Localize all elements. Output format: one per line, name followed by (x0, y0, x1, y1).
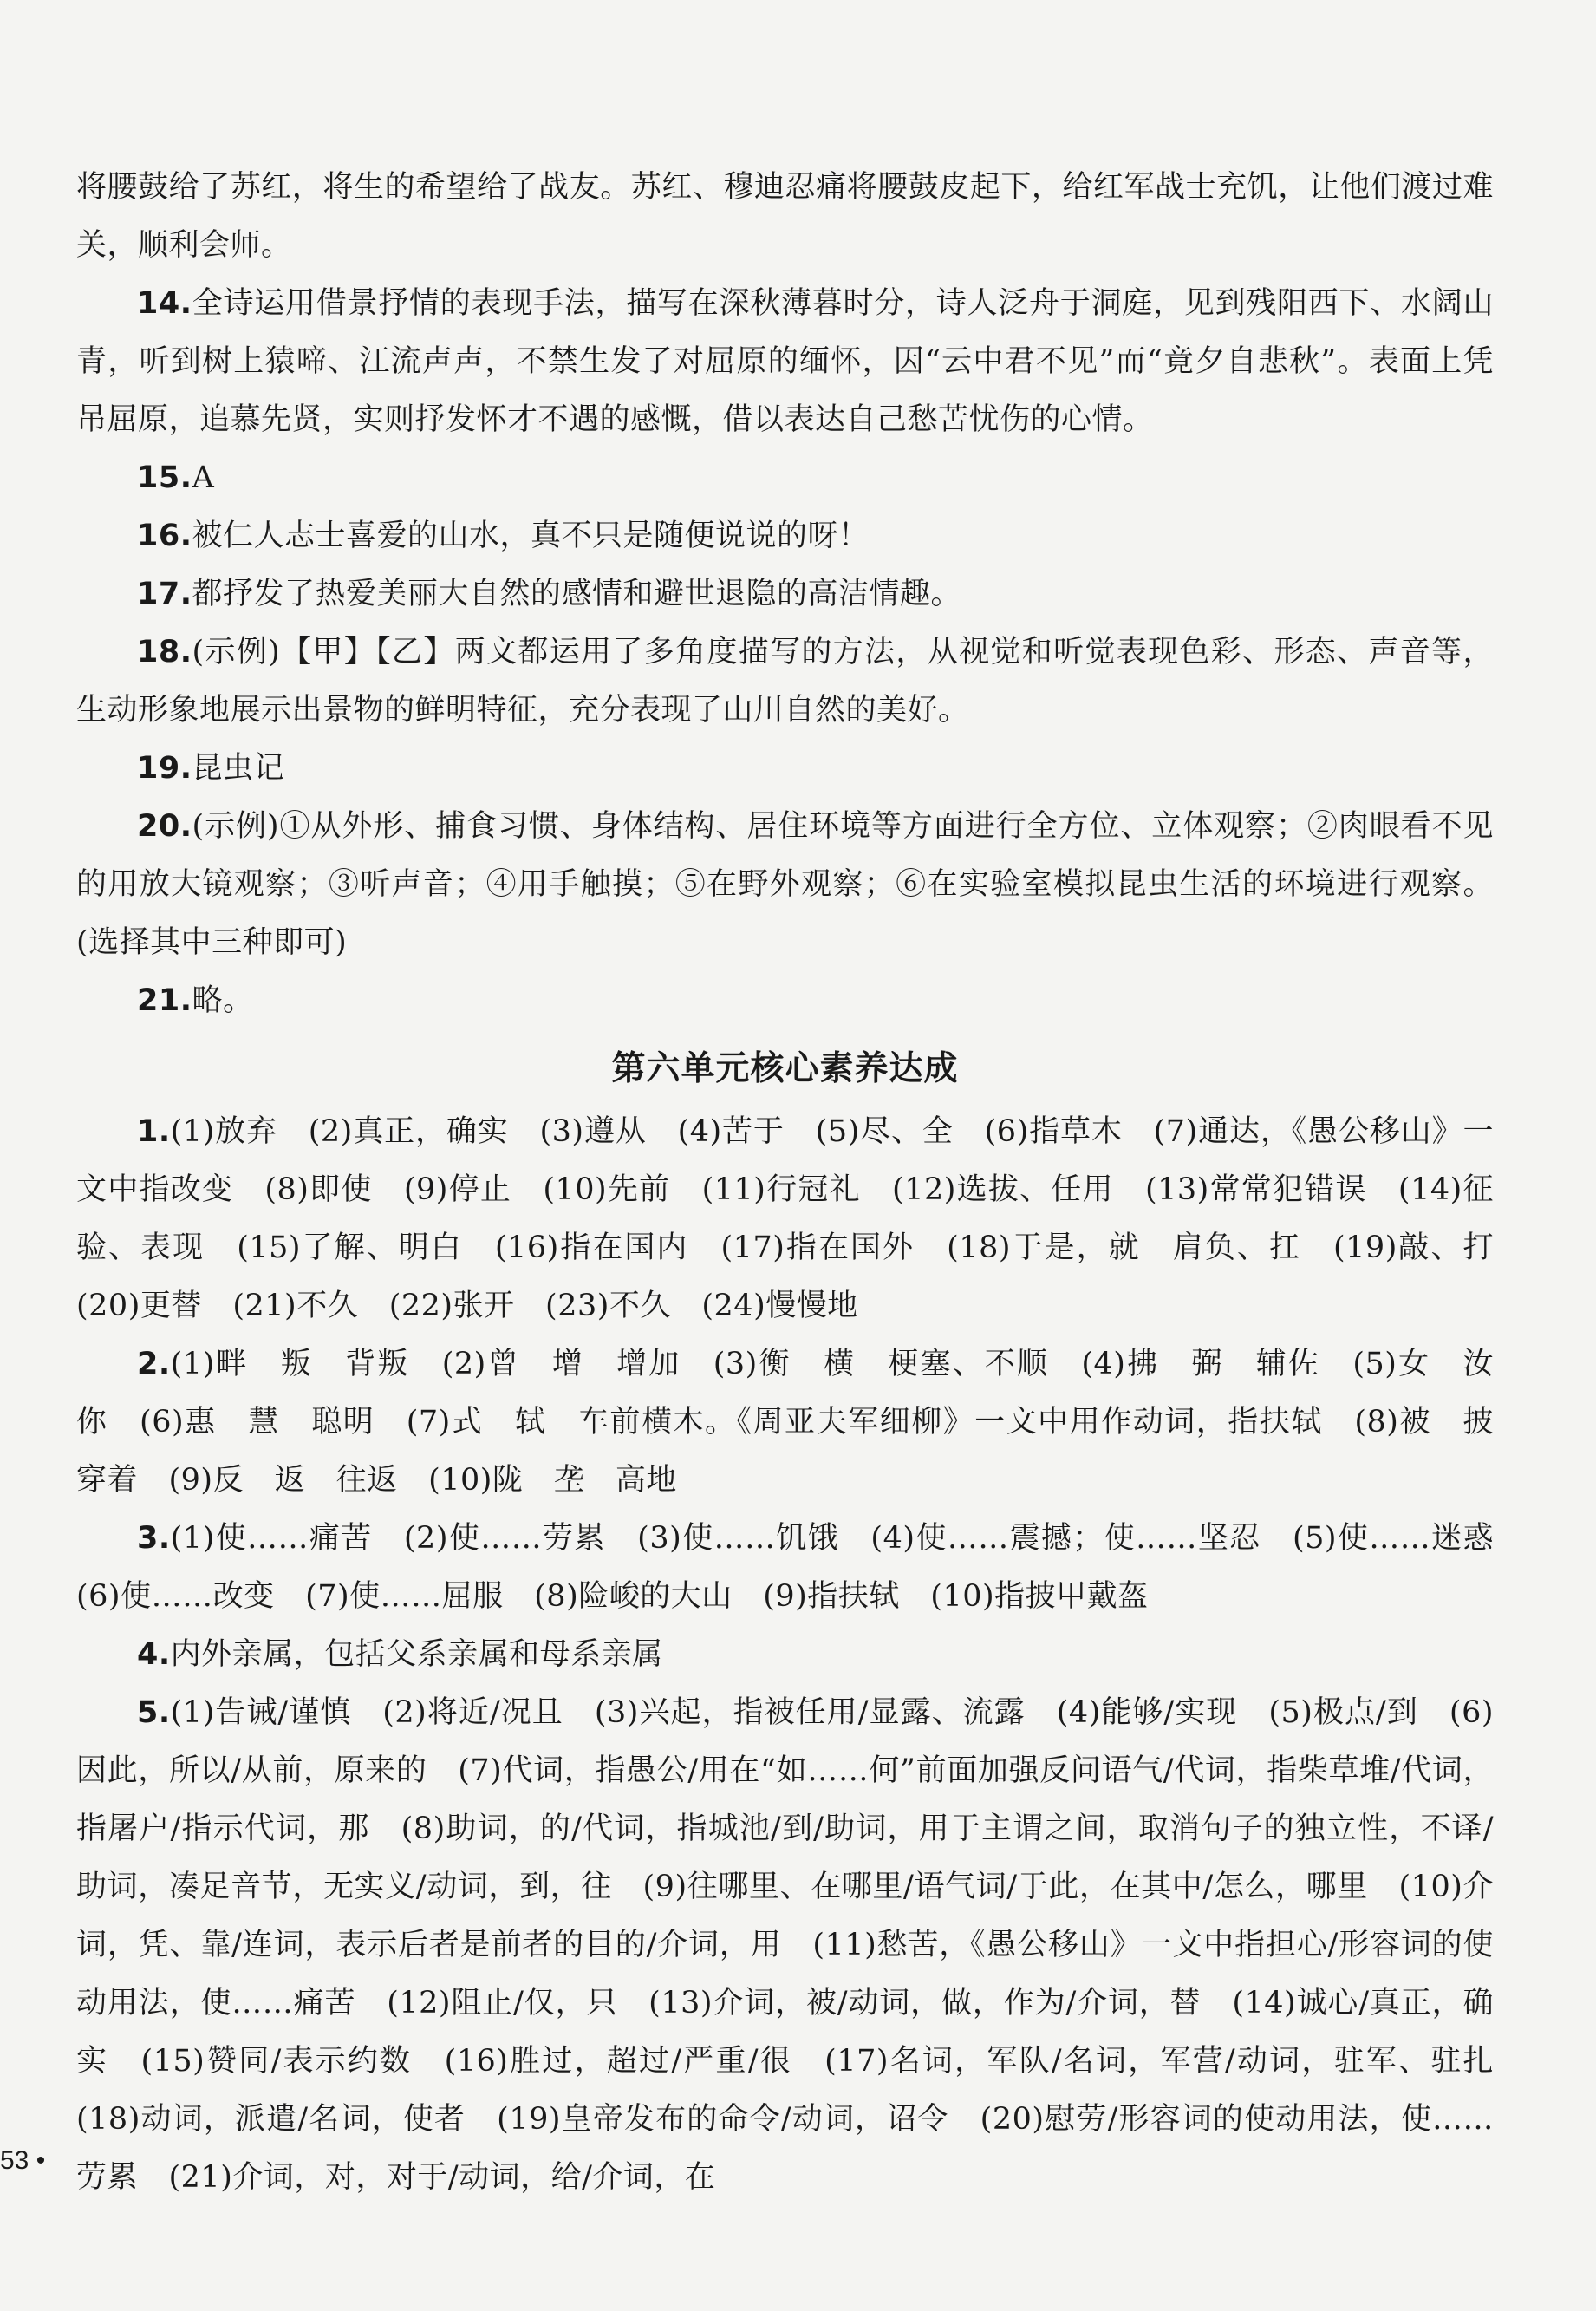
answer-number: 1. (137, 1114, 171, 1149)
answer-text: 都抒发了热爱美丽大自然的感情和避世退隐的高洁情趣。 (192, 577, 962, 611)
unit-six-answers (76, 1103, 1525, 2207)
answer-item (76, 565, 1494, 623)
answer-text: (1)畔 叛 背叛 (2)曾 增 增加 (3)衡 横 梗塞、不顺 (4)拂 弼 辅佐 (5)女 汝 你 (6)惠 慧 聪明 (7)式 轼 车前横木。《周亚夫军细柳》一文中用作动词，指扶轼 (8)被 披 穿着 (9)反 返 往返 (10)陇 垄 高地 (76, 1347, 1525, 1498)
answer-number: 2. (137, 1347, 171, 1381)
page-number: 53 • (0, 2146, 46, 2175)
answer-item (76, 1684, 1525, 2207)
answer-number: 5. (137, 1695, 171, 1730)
answer-text: 内外亲属，包括父系亲属和母系亲属 (170, 1637, 663, 1672)
answer-number: 3. (137, 1521, 171, 1556)
answer-text: (示例)①从外形、捕食习惯、身体结构、居住环境等方面进行全方位、立体观察；②肉眼看不见的用放大镜观察；③听声音；④用手触摸；⑤在野外观察；⑥在实验室模拟昆虫生活的环境进行观察。(选择其中三种即可) (76, 809, 1494, 960)
answer-number: 14. (137, 286, 192, 321)
answer-item (76, 159, 1494, 275)
answer-item (76, 798, 1494, 972)
answer-text: (示例)【甲】【乙】两文都运用了多角度描写的方法，从视觉和听觉表现色彩、形态、声音等，生动形象地展示出景物的鲜明特征，充分表现了山川自然的美好。 (76, 635, 1494, 728)
answer-text: 被仁人志士喜爱的山水，真不只是随便说说的呀！ (192, 519, 870, 553)
answer-item (76, 1103, 1525, 1335)
answer-text: (1)使……痛苦 (2)使……劳累 (3)使……饥饿 (4)使……震撼；使……坚忍 (5)使……迷惑 (6)使……改变 (7)使……屈服 (8)险峻的大山 (9)指扶轼 (10)指披甲戴盔 (76, 1521, 1525, 1614)
answer-number: 4. (137, 1637, 171, 1672)
answer-item (76, 740, 1494, 798)
answer-item (76, 1335, 1525, 1510)
section-heading: 第六单元核心素养达成 (611, 1049, 959, 1088)
answer-text: 略。 (192, 983, 254, 1018)
answer-item (76, 1510, 1525, 1626)
answer-text: (1)放弃 (2)真正，确实 (3)遵从 (4)苦于 (5)尽、全 (6)指草木 (7)通达，《愚公移山》一文中指改变 (8)即使 (9)停止 (10)先前 (11)行冠礼 (12)选拔、任用 (13)常常犯错误 (14)征验、表现 (15)了解、明白 (16)指在国内 (17)指在国外 (18)于是，就 肩负、扛 (19)敲、打 (20)更替 (21)不久 (22)张开 (23)不久 (24)慢慢地 (76, 1114, 1525, 1323)
previous-unit-answers (76, 159, 1494, 1030)
answer-content (76, 159, 1525, 2207)
answer-text: 将腰鼓给了苏红，将生的希望给了战友。苏红、穆迪忍痛将腰鼓皮起下，给红军战士充饥，让他们渡过难关，顺利会师。 (76, 170, 1494, 263)
answer-number: 21. (137, 983, 192, 1018)
answer-number: 20. (137, 809, 192, 844)
answer-item (76, 275, 1494, 449)
answer-item (76, 623, 1494, 740)
answer-item (76, 449, 1494, 507)
answer-number: 16. (137, 519, 192, 553)
answer-item (76, 1626, 1494, 1684)
answer-number: 17. (137, 577, 192, 611)
answer-text: 昆虫记 (192, 751, 285, 786)
answer-text: (1)告诫/谨慎 (2)将近/况且 (3)兴起，指被任用/显露、流露 (4)能够/实现 (5)极点/到 (6)因此，所以/从前，原来的 (7)代词，指愚公/用在“如……何”前面加强反问语气/代词，指柴草堆/代词，指屠户/指示代词，那 (8)助词，的/代词，指城池/到/助词，用于主谓之间，取消句子的独立性，不译/助词，凑足音节，无实义/动词，到，往 (9)往哪里、在哪里/语气词/于此，在其中/怎么，哪里 (10)介词，凭、靠/连词，表示后者是前者的目的/介词，用 (11)愁苦，《愚公移山》一文中指担心/形容词的使动用法，使……痛苦 (12)阻止/仅，只 (13)介词，被/动词，做，作为/介词，替 (14)诚心/真正，确实 (15)赞同/表示约数 (16)胜过，超过/严重/很 (17)名词，军队/名词，军营/动词，驻军、驻扎 (18)动词，派遣/名词，使者 (19)皇帝发布的命令/动词，诏令 (20)慰劳/形容词的使动用法，使……劳累 (21)介词，对，对于/动词，给/介词，在 (76, 1695, 1525, 2195)
answer-item (76, 972, 1494, 1030)
answer-number: 15. (137, 460, 192, 495)
answer-text: A (192, 460, 215, 495)
answer-number: 18. (137, 635, 192, 669)
answer-item (76, 507, 1494, 565)
answer-text: 全诗运用借景抒情的表现手法，描写在深秋薄暮时分，诗人泛舟于洞庭，见到残阳西下、水阔山青，听到树上猿啼、江流声声，不禁生发了对屈原的缅怀，因“云中君不见”而“竟夕自悲秋”。表面上凭吊屈原，追慕先贤，实则抒发怀才不遇的感慨，借以表达自己愁苦忧伤的心情。 (76, 286, 1494, 437)
answer-number: 19. (137, 751, 192, 786)
